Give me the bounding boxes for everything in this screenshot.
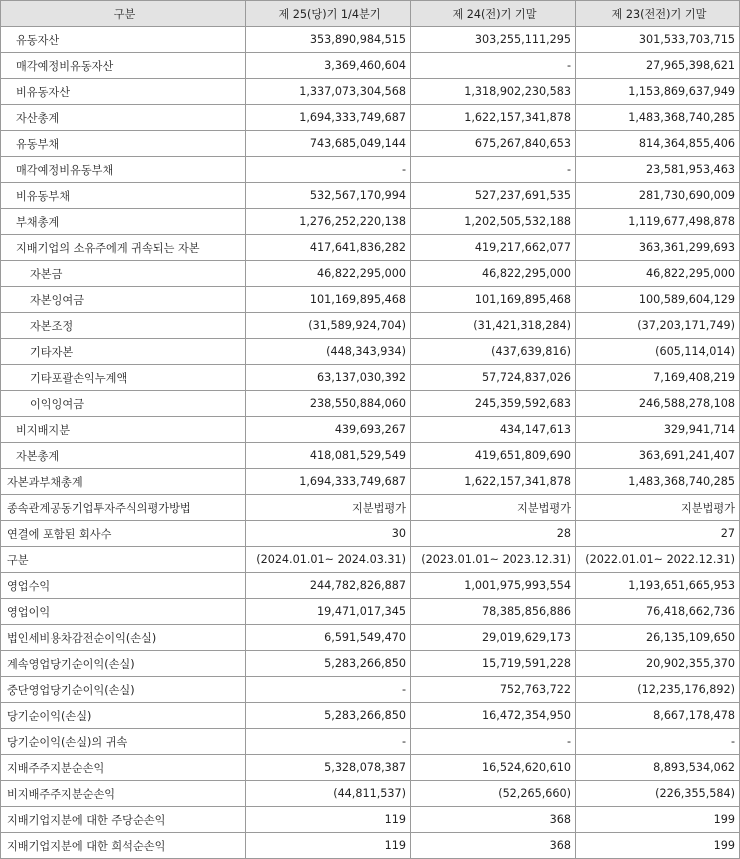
- row-value: 363,361,299,693: [576, 235, 740, 261]
- row-label: 계속영업당기순이익(손실): [1, 651, 246, 677]
- row-value: 16,524,620,610: [411, 755, 576, 781]
- row-value: 434,147,613: [411, 417, 576, 443]
- row-value: 5,328,078,387: [246, 755, 411, 781]
- row-value: 238,550,884,060: [246, 391, 411, 417]
- row-label: 자본조정: [1, 313, 246, 339]
- row-label: 유동자산: [1, 27, 246, 53]
- row-value: 27: [576, 521, 740, 547]
- row-value: 1,483,368,740,285: [576, 105, 740, 131]
- row-value: 329,941,714: [576, 417, 740, 443]
- row-label: 부채총계: [1, 209, 246, 235]
- row-label: 자본금: [1, 261, 246, 287]
- row-value: 281,730,690,009: [576, 183, 740, 209]
- row-label: 구분: [1, 547, 246, 573]
- row-value: -: [411, 157, 576, 183]
- table-row: [1, 53, 740, 79]
- row-value: 3,369,460,604: [246, 53, 411, 79]
- row-value: 418,081,529,549: [246, 443, 411, 469]
- row-value: 752,763,722: [411, 677, 576, 703]
- row-value: 지분법평가: [246, 495, 411, 521]
- row-label: 영업이익: [1, 599, 246, 625]
- table-row: [1, 183, 740, 209]
- row-value: (605,114,014): [576, 339, 740, 365]
- row-value: 1,694,333,749,687: [246, 469, 411, 495]
- table-row: [1, 729, 740, 755]
- row-value: 417,641,836,282: [246, 235, 411, 261]
- row-value: (2024.01.01~ 2024.03.31): [246, 547, 411, 573]
- table-row: [1, 625, 740, 651]
- row-label: 매각예정비유동자산: [1, 53, 246, 79]
- row-value: 301,533,703,715: [576, 27, 740, 53]
- header-period-current: 제 25(당)기 1/4분기: [246, 1, 411, 27]
- row-label: 유동부채: [1, 131, 246, 157]
- table-row: [1, 755, 740, 781]
- row-label: 연결에 포함된 회사수: [1, 521, 246, 547]
- row-value: (226,355,584): [576, 781, 740, 807]
- row-value: (44,811,537): [246, 781, 411, 807]
- row-value: 7,169,408,219: [576, 365, 740, 391]
- row-value: 76,418,662,736: [576, 599, 740, 625]
- row-value: 20,902,355,370: [576, 651, 740, 677]
- row-value: 119: [246, 807, 411, 833]
- table-row: [1, 261, 740, 287]
- row-label: 영업수익: [1, 573, 246, 599]
- table-row: [1, 391, 740, 417]
- row-label: 비지배주주지분순손익: [1, 781, 246, 807]
- row-value: 지분법평가: [576, 495, 740, 521]
- row-value: 353,890,984,515: [246, 27, 411, 53]
- row-label: 당기순이익(손실): [1, 703, 246, 729]
- row-value: 15,719,591,228: [411, 651, 576, 677]
- table-row: [1, 287, 740, 313]
- row-value: -: [411, 729, 576, 755]
- table-row: [1, 105, 740, 131]
- table-row: [1, 27, 740, 53]
- row-label: 자산총계: [1, 105, 246, 131]
- row-label: 종속관계공동기업투자주식의평가방법: [1, 495, 246, 521]
- row-value: 368: [411, 833, 576, 859]
- table-row: [1, 131, 740, 157]
- row-value: 199: [576, 833, 740, 859]
- row-value: 245,359,592,683: [411, 391, 576, 417]
- row-value: 439,693,267: [246, 417, 411, 443]
- row-value: 46,822,295,000: [411, 261, 576, 287]
- row-value: 57,724,837,026: [411, 365, 576, 391]
- row-value: 1,119,677,498,878: [576, 209, 740, 235]
- row-value: (37,203,171,749): [576, 313, 740, 339]
- row-value: 지분법평가: [411, 495, 576, 521]
- table-row: [1, 521, 740, 547]
- row-value: 1,694,333,749,687: [246, 105, 411, 131]
- row-value: 16,472,354,950: [411, 703, 576, 729]
- row-value: (12,235,176,892): [576, 677, 740, 703]
- row-value: 19,471,017,345: [246, 599, 411, 625]
- row-value: -: [246, 729, 411, 755]
- row-value: 101,169,895,468: [246, 287, 411, 313]
- table-row: [1, 573, 740, 599]
- table-row: [1, 547, 740, 573]
- row-value: 23,581,953,463: [576, 157, 740, 183]
- table-row: [1, 443, 740, 469]
- row-label: 중단영업당기순이익(손실): [1, 677, 246, 703]
- row-value: -: [411, 53, 576, 79]
- row-value: 1,318,902,230,583: [411, 79, 576, 105]
- table-row: [1, 365, 740, 391]
- row-value: (31,589,924,704): [246, 313, 411, 339]
- header-period-prior: 제 24(전)기 기말: [411, 1, 576, 27]
- table-row: [1, 781, 740, 807]
- table-row: [1, 495, 740, 521]
- row-value: 814,364,855,406: [576, 131, 740, 157]
- row-value: 46,822,295,000: [576, 261, 740, 287]
- row-value: 527,237,691,535: [411, 183, 576, 209]
- row-label: 기타자본: [1, 339, 246, 365]
- table-row: [1, 833, 740, 859]
- row-value: -: [576, 729, 740, 755]
- row-value: 1,276,252,220,138: [246, 209, 411, 235]
- row-label: 지배기업지분에 대한 희석순손익: [1, 833, 246, 859]
- table-body: [1, 27, 740, 859]
- table-row: [1, 339, 740, 365]
- row-label: 비지배지분: [1, 417, 246, 443]
- header-category: 구분: [1, 1, 246, 27]
- row-value: -: [246, 677, 411, 703]
- row-label: 이익잉여금: [1, 391, 246, 417]
- table-row: [1, 807, 740, 833]
- row-label: 당기순이익(손실)의 귀속: [1, 729, 246, 755]
- row-label: 기타포괄손익누계액: [1, 365, 246, 391]
- row-value: (448,343,934): [246, 339, 411, 365]
- row-label: 법인세비용차감전순이익(손실): [1, 625, 246, 651]
- row-label: 지배주주지분순손익: [1, 755, 246, 781]
- row-value: 532,567,170,994: [246, 183, 411, 209]
- row-value: 5,283,266,850: [246, 703, 411, 729]
- table-row: [1, 157, 740, 183]
- row-value: 743,685,049,144: [246, 131, 411, 157]
- row-label: 자본잉여금: [1, 287, 246, 313]
- row-value: 8,893,534,062: [576, 755, 740, 781]
- row-label: 비유동부채: [1, 183, 246, 209]
- row-value: 101,169,895,468: [411, 287, 576, 313]
- row-label: 자본과부채총계: [1, 469, 246, 495]
- table-row: [1, 417, 740, 443]
- table-row: [1, 703, 740, 729]
- row-label: 자본총계: [1, 443, 246, 469]
- row-label: 지배기업의 소유주에게 귀속되는 자본: [1, 235, 246, 261]
- row-value: 246,588,278,108: [576, 391, 740, 417]
- table-row: [1, 235, 740, 261]
- row-value: 1,337,073,304,568: [246, 79, 411, 105]
- row-value: (31,421,318,284): [411, 313, 576, 339]
- row-value: 303,255,111,295: [411, 27, 576, 53]
- row-value: 119: [246, 833, 411, 859]
- row-value: 419,217,662,077: [411, 235, 576, 261]
- row-value: 1,153,869,637,949: [576, 79, 740, 105]
- row-value: 28: [411, 521, 576, 547]
- row-value: 1,622,157,341,878: [411, 469, 576, 495]
- row-value: (2023.01.01~ 2023.12.31): [411, 547, 576, 573]
- table-row: [1, 651, 740, 677]
- row-value: 368: [411, 807, 576, 833]
- row-value: (437,639,816): [411, 339, 576, 365]
- row-value: 27,965,398,621: [576, 53, 740, 79]
- row-value: 6,591,549,470: [246, 625, 411, 651]
- row-value: 1,202,505,532,188: [411, 209, 576, 235]
- row-value: (2022.01.01~ 2022.12.31): [576, 547, 740, 573]
- table-row: [1, 209, 740, 235]
- row-value: 1,622,157,341,878: [411, 105, 576, 131]
- row-value: 199: [576, 807, 740, 833]
- table-row: [1, 313, 740, 339]
- header-row: [1, 1, 740, 27]
- row-value: 1,483,368,740,285: [576, 469, 740, 495]
- row-value: 100,589,604,129: [576, 287, 740, 313]
- table-row: [1, 599, 740, 625]
- table-row: [1, 677, 740, 703]
- row-value: 78,385,856,886: [411, 599, 576, 625]
- row-value: 63,137,030,392: [246, 365, 411, 391]
- row-label: 매각예정비유동부채: [1, 157, 246, 183]
- row-value: 419,651,809,690: [411, 443, 576, 469]
- row-label: 비유동자산: [1, 79, 246, 105]
- row-value: 46,822,295,000: [246, 261, 411, 287]
- row-value: 675,267,840,653: [411, 131, 576, 157]
- row-label: 지배기업지분에 대한 주당순손익: [1, 807, 246, 833]
- row-value: 1,193,651,665,953: [576, 573, 740, 599]
- row-value: 363,691,241,407: [576, 443, 740, 469]
- row-value: 30: [246, 521, 411, 547]
- header-period-prior2: 제 23(전전)기 기말: [576, 1, 740, 27]
- table-row: [1, 79, 740, 105]
- row-value: 26,135,109,650: [576, 625, 740, 651]
- row-value: -: [246, 157, 411, 183]
- row-value: 29,019,629,173: [411, 625, 576, 651]
- row-value: 5,283,266,850: [246, 651, 411, 677]
- row-value: 244,782,826,887: [246, 573, 411, 599]
- row-value: 8,667,178,478: [576, 703, 740, 729]
- row-value: 1,001,975,993,554: [411, 573, 576, 599]
- table-row: [1, 469, 740, 495]
- row-value: (52,265,660): [411, 781, 576, 807]
